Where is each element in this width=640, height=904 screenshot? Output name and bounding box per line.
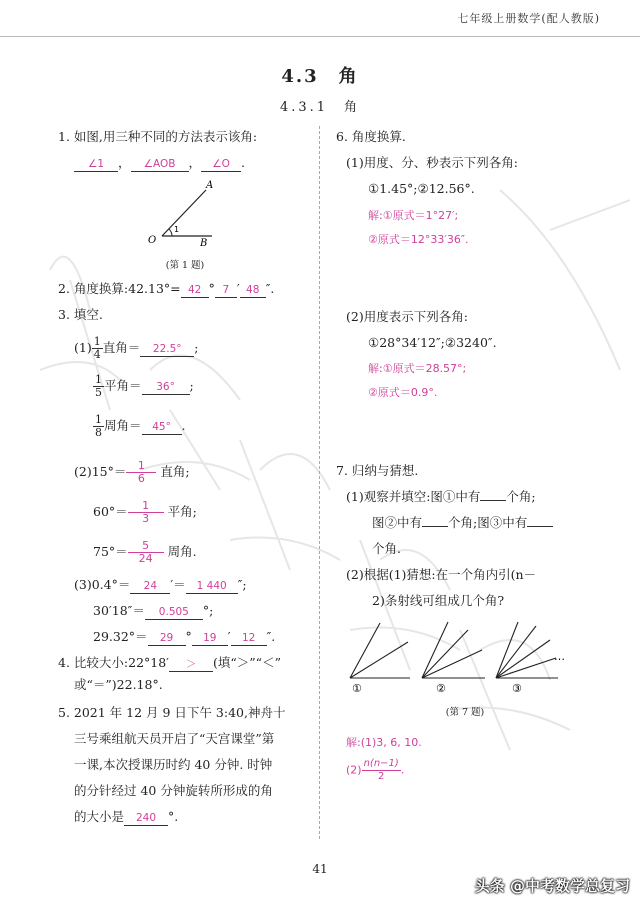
question-6-2-items: ①28°34′12″;②3240″. (368, 335, 497, 350)
answer-7-1: 解:(1)3, 6, 10. (346, 736, 422, 749)
question-3-3-b: 30′18″＝ 0.505 °; (93, 603, 214, 618)
question-4: 4. 比较大小:22°18′ ＞ (填“＞”“＜” (58, 655, 281, 670)
answer-2-deg: 42 (181, 283, 209, 298)
answer-5: 240 (124, 811, 168, 826)
fig7-label-1: ① (352, 682, 362, 695)
column-separator (319, 126, 320, 839)
question-3-1-c: $\frac{1}{8}$ 周角＝ 45° . (95, 413, 186, 439)
question-5-line-1: 5. 2021 年 12 月 9 日下午 3:40,神舟十 (58, 705, 286, 720)
question-3-3-a: (3)0.4°＝ 24 ′＝ 1 440 ″; (74, 577, 247, 592)
answer-7-2: (2) $\frac{n(n-1)}{2}$ . (346, 758, 405, 782)
answer-3-1b: 36° (142, 380, 190, 395)
header-rule (0, 36, 640, 37)
question-4-line-2: 或“＝”)22.18°. (74, 677, 163, 692)
label-1: 1 (174, 225, 180, 234)
question-5-line-5: 的大小是 240 °. (74, 809, 179, 824)
answer-6-1-a: 解:①原式＝1°27′; (368, 209, 459, 222)
question-3-2-b: 60°＝ $\frac{1}{3}$ 平角; (93, 499, 197, 525)
question-6-title: 6. 角度换算. (336, 129, 406, 144)
question-7-title: 7. 归纳与猜想. (336, 463, 419, 478)
answer-1a: ∠1 (74, 157, 118, 172)
question-5-line-3: 一课,本次授课历时约 40 分钟. 时钟 (74, 757, 273, 772)
question-3-1-a: (1) $\frac{1}{4}$ 直角＝ 22.5° ; (74, 335, 199, 361)
page-number: 41 (312, 862, 328, 876)
answer-2-sec: 48 (240, 283, 266, 298)
figure-1-angle (140, 176, 230, 248)
label-b: B (200, 238, 208, 248)
question-7-line-3: 个角. (372, 541, 401, 556)
question-3-title: 3. 填空. (58, 307, 103, 322)
fig7-label-3: ③ (512, 682, 522, 695)
answer-1b: ∠AOB (131, 157, 189, 172)
fig7-label-2: ② (436, 682, 446, 695)
question-5-line-4: 的分针经过 40 分钟旋转所形成的角 (74, 783, 273, 798)
answer-1c: ∠O (201, 157, 241, 172)
question-5-line-2: 三号乘组航天员开启了“天宫课堂”第 (74, 731, 275, 746)
question-7-line-1: (1)观察并填空:图①中有 个角; (346, 489, 536, 504)
question-7-line-2: 图②中有 个角;图③中有 (372, 514, 553, 532)
question-6-1-items: ①1.45°;②12.56°. (368, 181, 475, 196)
question-7-line-4: (2)根据(1)猜想:在一个角内引(n－ (346, 567, 537, 582)
question-3-3-c: 29.32°＝ 29 ° 19 ′ 12 ″. (93, 629, 276, 644)
question-6-1: (1)用度、分、秒表示下列各角: (346, 155, 518, 170)
question-1-answers: ∠1 ， ∠AOB ， ∠O . (74, 154, 245, 172)
running-header: 七年级上册数学(配人教版) (457, 12, 600, 25)
toutiao-watermark: 头条 @中考数学总复习 (474, 877, 630, 895)
answer-6-2-a: 解:①原式＝28.57°; (368, 362, 467, 375)
answer-2-min: 7 (215, 283, 237, 298)
answer-3-1c: 45° (142, 420, 182, 435)
answer-6-2-b: ②原式＝0.9°. (368, 386, 438, 399)
section-title: 4.3 角 (281, 66, 359, 87)
answer-6-1-b: ②原式＝12°33′36″. (368, 233, 469, 246)
question-3-1-b: $\frac{1}{5}$ 平角＝ 36° ; (95, 373, 194, 399)
figure-7-rays (340, 618, 580, 696)
answer-3-1a: 22.5° (140, 342, 194, 357)
label-a: A (206, 180, 214, 191)
subsection-title: 4.3.1 角 (279, 100, 361, 115)
figure-7-caption: (第 7 题) (445, 707, 485, 718)
question-3-2-c: 75°＝ $\frac{5}{24}$ 周角. (93, 539, 197, 565)
question-1: 1. 如图,用三种不同的方法表示该角: (58, 129, 258, 144)
question-6-2: (2)用度表示下列各角: (346, 309, 468, 324)
label-o: O (148, 235, 157, 246)
fig7-ellipsis: … (554, 650, 565, 663)
question-2: 2. 角度换算:42.13°= 42 ° 7 ′ 48 ″. (58, 281, 275, 296)
answer-4: ＞ (169, 657, 213, 672)
figure-1-caption: (第 1 题) (165, 260, 205, 271)
question-3-2-a: (2)15°＝ $\frac{1}{6}$ 直角; (74, 459, 190, 485)
question-7-line-5: 2)条射线可组成几个角? (372, 593, 505, 608)
